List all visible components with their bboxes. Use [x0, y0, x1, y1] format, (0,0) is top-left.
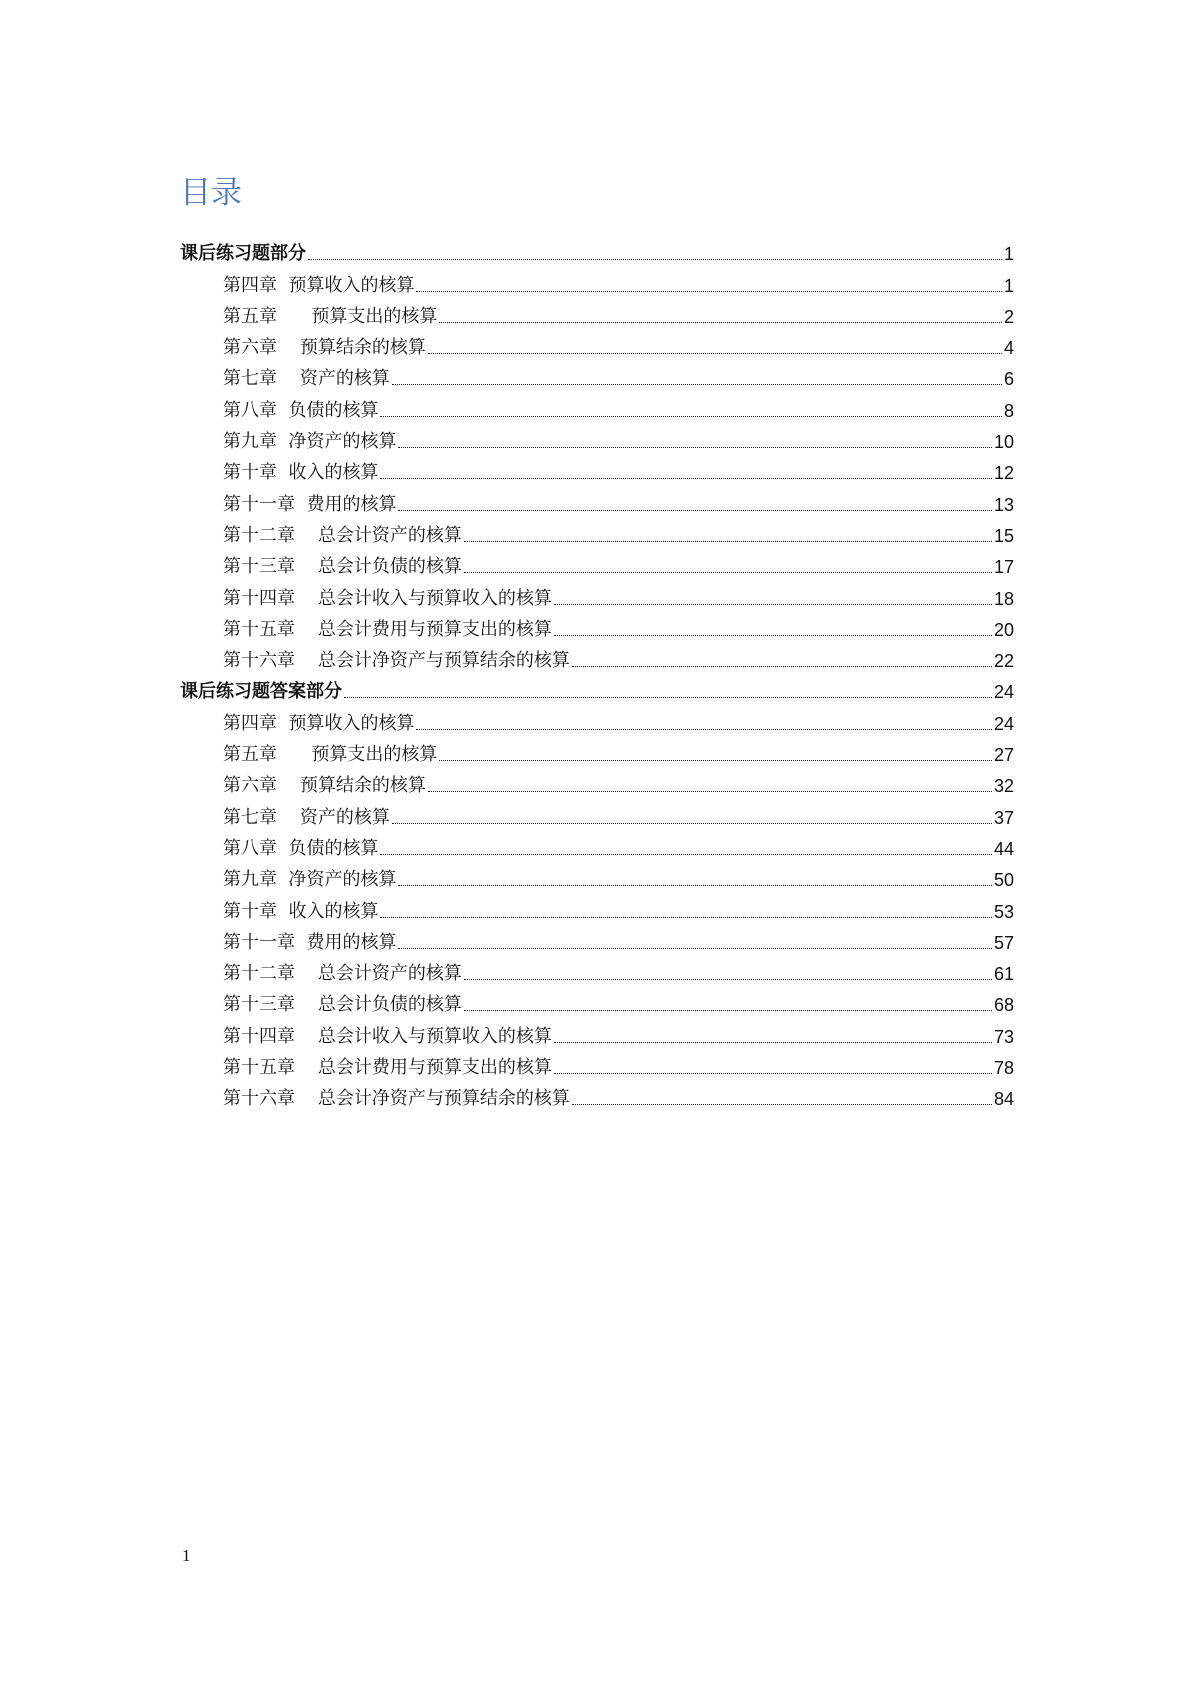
toc-entry-label: 第九章 净资产的核算: [223, 869, 397, 891]
toc-dot-leader: [380, 478, 992, 479]
toc-entry-label: 第五章 预算支出的核算: [223, 744, 438, 766]
toc-entry-page: 57: [993, 932, 1014, 953]
toc-entry-label: 第十三章 总会计负债的核算: [223, 994, 462, 1016]
toc-entry-label: 第四章 预算收入的核算: [223, 712, 415, 734]
toc-chapter-entry[interactable]: [180, 985, 1014, 1016]
toc-entry-page: 4: [1003, 338, 1014, 359]
toc-chapter-entry[interactable]: [180, 954, 1014, 985]
toc-dot-leader: [398, 885, 992, 886]
toc-dot-leader: [380, 854, 992, 855]
toc-chapter-entry[interactable]: [180, 860, 1014, 891]
toc-chapter-entry[interactable]: [180, 453, 1014, 484]
toc-chapter-entry[interactable]: [180, 703, 1014, 734]
toc-dot-leader: [464, 572, 992, 573]
toc-chapter-entry[interactable]: [180, 829, 1014, 860]
toc-entry-label: 第十一章 费用的核算: [223, 931, 397, 953]
toc-entry-page: 17: [993, 557, 1014, 578]
toc-entry-page: 44: [993, 838, 1014, 859]
toc-dot-leader: [416, 291, 1002, 292]
toc-chapter-entry[interactable]: [180, 422, 1014, 453]
toc-dot-leader: [428, 353, 1002, 354]
toc-entry-page: 22: [993, 651, 1014, 672]
toc-dot-leader: [380, 917, 992, 918]
toc-entry-page: 20: [993, 619, 1014, 640]
toc-entry-label: 第七章 资产的核算: [223, 368, 390, 390]
toc-dot-leader: [572, 666, 992, 667]
toc-entry-page: 78: [993, 1058, 1014, 1079]
toc-entry-label: 第八章 负债的核算: [223, 837, 379, 859]
toc-chapter-entry[interactable]: [180, 766, 1014, 797]
toc-entry-label: 第十六章 总会计净资产与预算结余的核算: [223, 1088, 570, 1110]
toc-chapter-entry[interactable]: [180, 735, 1014, 766]
toc-chapter-entry[interactable]: [180, 297, 1014, 328]
toc-dot-leader: [464, 1010, 992, 1011]
toc-dot-leader: [554, 1042, 992, 1043]
toc-chapter-entry[interactable]: [180, 923, 1014, 954]
toc-dot-leader: [308, 259, 1002, 260]
toc-chapter-entry[interactable]: [180, 328, 1014, 359]
toc-entry-label: 第六章 预算结余的核算: [223, 337, 426, 359]
toc-chapter-entry[interactable]: [180, 1048, 1014, 1079]
toc-chapter-entry[interactable]: [180, 610, 1014, 641]
toc-entry-page: 27: [993, 745, 1014, 766]
toc-entry-label: 第八章 负债的核算: [223, 399, 379, 421]
toc-entry-label: 第十四章 总会计收入与预算收入的核算: [223, 1025, 552, 1047]
toc-chapter-entry[interactable]: [180, 265, 1014, 296]
toc-entry-label: 第十章 收入的核算: [223, 900, 379, 922]
toc-dot-leader: [392, 384, 1002, 385]
toc-entry-page: 73: [993, 1026, 1014, 1047]
toc-entry-label: 第五章 预算支出的核算: [223, 305, 438, 327]
toc-entry-page: 24: [993, 713, 1014, 734]
toc-entry-page: 37: [993, 807, 1014, 828]
toc-chapter-entry[interactable]: [180, 1016, 1014, 1047]
toc-section-entry[interactable]: [180, 672, 1014, 703]
page-number: 1: [182, 1546, 191, 1565]
toc-dot-leader: [572, 1104, 992, 1105]
toc-chapter-entry[interactable]: [180, 516, 1014, 547]
toc-entry-label: 第十一章 费用的核算: [223, 493, 397, 515]
toc-dot-leader: [554, 635, 992, 636]
toc-list: [180, 234, 1014, 1110]
toc-entry-label: 第十三章 总会计负债的核算: [223, 556, 462, 578]
toc-entry-page: 10: [993, 432, 1014, 453]
toc-entry-label: 第十二章 总会计资产的核算: [223, 524, 462, 546]
toc-entry-page: 2: [1003, 306, 1014, 327]
toc-entry-page: 15: [993, 525, 1014, 546]
toc-entry-label: 课后练习题部分: [180, 243, 306, 265]
toc-dot-leader: [428, 791, 992, 792]
toc-chapter-entry[interactable]: [180, 797, 1014, 828]
toc-dot-leader: [554, 1073, 992, 1074]
toc-dot-leader: [398, 447, 992, 448]
toc-entry-page: 24: [993, 682, 1014, 703]
toc-entry-page: 61: [993, 964, 1014, 985]
toc-chapter-entry[interactable]: [180, 891, 1014, 922]
toc-dot-leader: [464, 541, 992, 542]
toc-entry-label: 第十四章 总会计收入与预算收入的核算: [223, 587, 552, 609]
toc-entry-page: 1: [1003, 244, 1014, 265]
toc-chapter-entry[interactable]: [180, 641, 1014, 672]
toc-dot-leader: [398, 948, 992, 949]
toc-chapter-entry[interactable]: [180, 547, 1014, 578]
toc-entry-label: 第四章 预算收入的核算: [223, 274, 415, 296]
toc-dot-leader: [392, 823, 992, 824]
toc-entry-page: 8: [1003, 400, 1014, 421]
toc-entry-page: 53: [993, 901, 1014, 922]
toc-entry-page: 6: [1003, 369, 1014, 390]
toc-dot-leader: [464, 979, 992, 980]
toc-entry-page: 84: [993, 1089, 1014, 1110]
toc-chapter-entry[interactable]: [180, 484, 1014, 515]
toc-entry-label: 第六章 预算结余的核算: [223, 775, 426, 797]
toc-entry-label: 第十六章 总会计净资产与预算结余的核算: [223, 650, 570, 672]
toc-dot-leader: [398, 510, 992, 511]
toc-chapter-entry[interactable]: [180, 578, 1014, 609]
toc-entry-label: 第十五章 总会计费用与预算支出的核算: [223, 1057, 552, 1079]
toc-entry-page: 68: [993, 995, 1014, 1016]
toc-entry-page: 18: [993, 588, 1014, 609]
toc-chapter-entry[interactable]: [180, 1079, 1014, 1110]
toc-dot-leader: [439, 760, 992, 761]
toc-dot-leader: [554, 604, 992, 605]
toc-heading: 目录: [180, 175, 242, 211]
toc-entry-label: 第十五章 总会计费用与预算支出的核算: [223, 618, 552, 640]
toc-entry-page: 50: [993, 870, 1014, 891]
toc-entry-label: 第十二章 总会计资产的核算: [223, 963, 462, 985]
toc-chapter-entry[interactable]: [180, 390, 1014, 421]
toc-entry-page: 32: [993, 776, 1014, 797]
toc-entry-label: 第十章 收入的核算: [223, 462, 379, 484]
toc-entry-page: 1: [1003, 275, 1014, 296]
toc-dot-leader: [416, 729, 992, 730]
toc-dot-leader: [439, 322, 1002, 323]
toc-section-entry[interactable]: [180, 234, 1014, 265]
toc-dot-leader: [380, 416, 1002, 417]
toc-chapter-entry[interactable]: [180, 359, 1014, 390]
toc-entry-label: 第九章 净资产的核算: [223, 431, 397, 453]
toc-dot-leader: [344, 697, 992, 698]
toc-entry-page: 12: [993, 463, 1014, 484]
toc-entry-label: 课后练习题答案部分: [180, 681, 342, 703]
toc-entry-page: 13: [993, 494, 1014, 515]
toc-entry-label: 第七章 资产的核算: [223, 806, 390, 828]
